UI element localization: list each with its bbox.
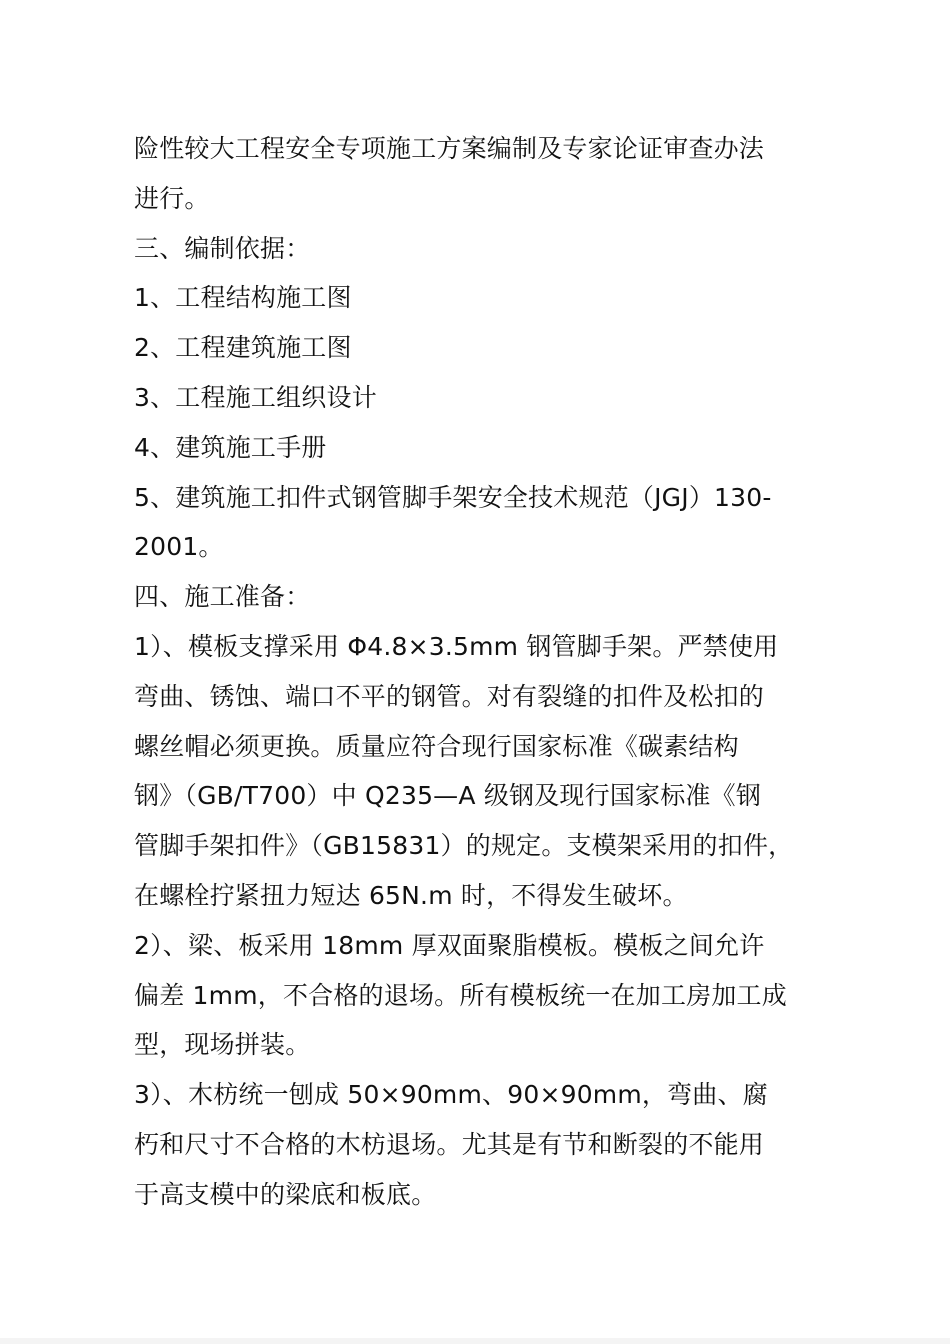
paragraph-line: 管脚手架扣件》（GB15831）的规定。支模架采用的扣件， — [134, 831, 794, 861]
paragraph-line: 弯曲、锈蚀、端口不平的钢管。对有裂缝的扣件及松扣的 — [134, 681, 765, 711]
page-bottom-edge — [0, 1338, 950, 1344]
text-line: 险性较大工程安全专项施工方案编制及专家论证审查办法 — [134, 134, 765, 163]
text-line: 2001。 — [134, 532, 224, 562]
list-item: 3、工程施工组织设计 — [134, 382, 377, 412]
paragraph-line: 2）、梁、板采用 18mm 厚双面聚脂模板。模板之间允许 — [134, 930, 765, 960]
paragraph-line: 螺丝帽必须更换。质量应符合现行国家标准《碳素结构 — [134, 731, 739, 761]
paragraph-line: 3）、木枋统一刨成 50×90mm、90×90mm，弯曲、腐 — [134, 1080, 768, 1110]
paragraph-line: 偏差 1mm，不合格的退场。所有模板统一在加工房加工成 — [134, 980, 787, 1010]
list-item: 5、建筑施工扣件式钢管脚手架安全技术规范（JGJ）130- — [134, 482, 772, 512]
list-item: 1、工程结构施工图 — [134, 283, 352, 313]
paragraph-line: 在螺栓拧紧扭力短达 65N.m 时，不得发生破坏。 — [134, 880, 688, 910]
text-line: 进行。 — [134, 183, 210, 213]
document-body — [134, 124, 834, 1220]
list-item: 4、建筑施工手册 — [134, 432, 327, 462]
section-heading-basis: 三、编制依据： — [134, 233, 311, 263]
section-heading-preparation: 四、施工准备： — [134, 582, 311, 612]
paragraph-line: 朽和尺寸不合格的木枋退场。尤其是有节和断裂的不能用 — [134, 1129, 765, 1159]
list-item: 2、工程建筑施工图 — [134, 333, 352, 363]
paragraph-line: 于高支模中的梁底和板底。 — [134, 1179, 437, 1209]
paragraph-line: 1）、模板支撑采用 Φ4.8×3.5mm 钢管脚手架。严禁使用 — [134, 631, 779, 661]
paragraph-line: 型，现场拼装。 — [134, 1030, 311, 1060]
paragraph-line: 钢》（GB/T700）中 Q235—A 级钢及现行国家标准《钢 — [134, 781, 762, 811]
